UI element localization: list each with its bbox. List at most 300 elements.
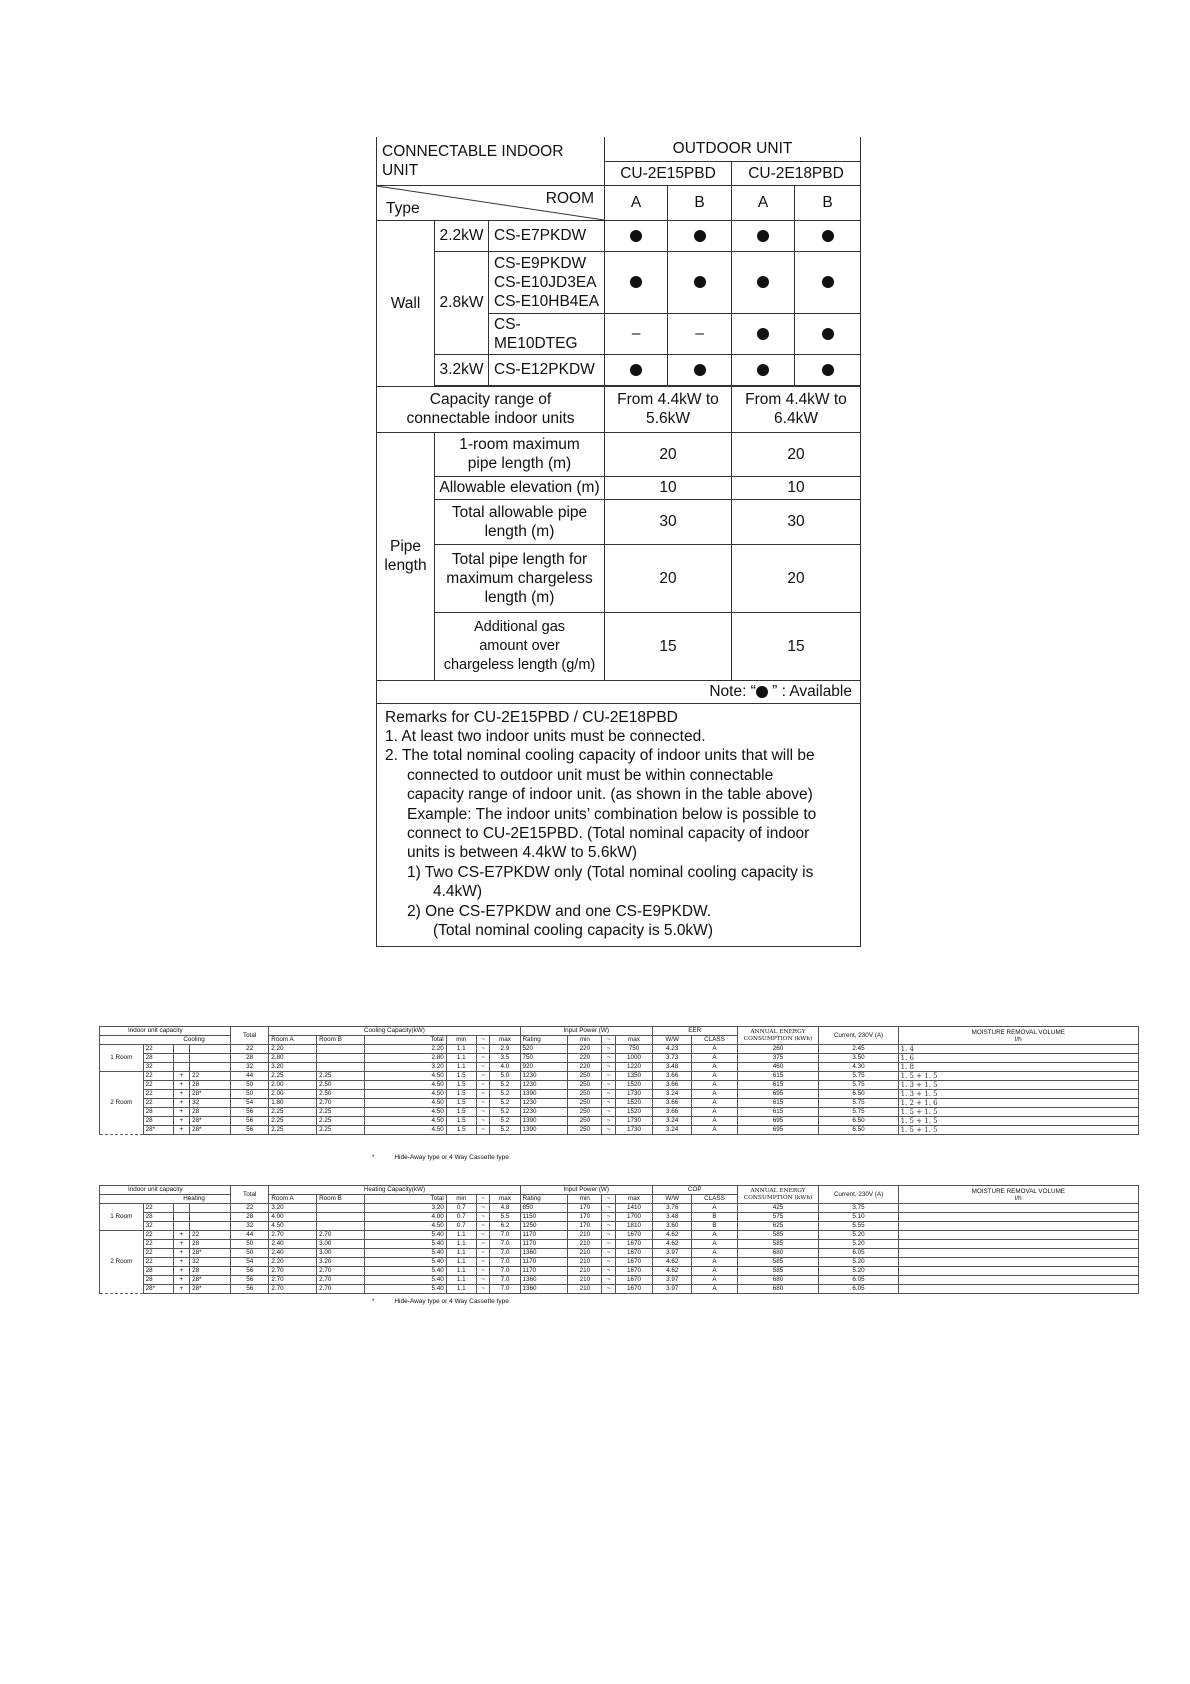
class-value: A [692,1045,737,1054]
input-tilde: ~ [602,1090,616,1099]
room-b-capacity: 2.70 [317,1285,365,1294]
input-min: 250 [568,1081,602,1090]
unit-b: 28 [190,1108,231,1117]
heating-performance-table [99,1185,1139,1294]
total-value: 56 [231,1126,269,1135]
moisture-value [898,1267,1138,1276]
input-max: 1350 [616,1072,653,1081]
input-min: 210 [568,1285,602,1294]
annual-energy-value: 695 [737,1117,819,1126]
current-value: 5.75 [819,1099,898,1108]
moisture-value [898,1240,1138,1249]
room-a-capacity: 2.70 [269,1267,317,1276]
current-value: 2.45 [819,1045,898,1054]
filled-circle-icon [630,230,642,242]
capacity-tilde: ~ [476,1090,490,1099]
annual-energy-value: 260 [737,1045,819,1054]
annual-energy-value: 680 [737,1276,819,1285]
capacity-tilde: ~ [476,1117,490,1126]
input-power-header: Input Power (W) [520,1027,652,1036]
capacity-tilde: ~ [476,1249,490,1258]
cooling-footnote [372,1154,509,1161]
moisture-value [898,1249,1138,1258]
input-tilde: ~ [602,1081,616,1090]
input-min: 250 [568,1126,602,1135]
pipe-value: 30 [732,499,861,544]
ww-value: 3.66 [652,1108,692,1117]
capacity-total: 4.50 [364,1099,446,1108]
unit-b [190,1063,231,1072]
cap-total-header: Total [364,1195,446,1204]
rating-header: Rating [520,1036,568,1045]
pipe-value: 10 [732,476,861,499]
input-min: 250 [568,1117,602,1126]
input-min: 250 [568,1090,602,1099]
ww-value: 3.24 [652,1126,692,1135]
remark-line: 1. At least two indoor units must be connected. [385,727,706,745]
pipe-row-label-line: amount over [479,637,560,654]
current-value: 5.20 [819,1231,898,1240]
input-tilde: ~ [602,1108,616,1117]
input-min: 220 [568,1045,602,1054]
capacity-total: 5.40 [364,1285,446,1294]
input-rating: 1170 [520,1258,568,1267]
unit-b: 28 [190,1081,231,1090]
capacity-max: 3.5 [490,1054,520,1063]
pipe-value: 15 [732,612,861,680]
pipe-row-label-line: length (m) [484,522,555,540]
capacity-max: 7.0 [490,1240,520,1249]
capacity-total: 2.80 [364,1054,446,1063]
input-tilde: ~ [602,1126,616,1135]
room-a-capacity: 2.70 [269,1231,317,1240]
capacity-min: 1.5 [446,1108,476,1117]
moisture-header-line: MOISTURE REMOVAL VOLUME [971,1187,1066,1195]
capacity-max: 6.2 [490,1222,520,1231]
input-rating: 1250 [520,1222,568,1231]
remark-line: connected to outdoor unit must be within connectable [407,766,774,784]
current-value: 6.05 [819,1285,898,1294]
input-max: 1670 [616,1267,653,1276]
total-value: 56 [231,1276,269,1285]
capacity-range-label [377,386,605,432]
input-power-header: Input Power (W) [520,1186,652,1195]
capacity-max: 5.2 [490,1081,520,1090]
model-header-18: CU-2E18PBD [732,161,861,185]
capacity-max: 7.0 [490,1249,520,1258]
room-a-capacity: 2.80 [269,1054,317,1063]
pipe-row-label-line: Additional gas [473,618,566,635]
availability-mark [732,354,795,385]
model-me10dteg: CS-ME10DTEG [489,313,605,354]
capacity-min: 1.5 [446,1072,476,1081]
unit-a: 22 [143,1240,173,1249]
total-value: 28 [231,1054,269,1063]
ww-value: 3.48 [652,1063,692,1072]
one-room-label: 1 Room [100,1045,144,1072]
room-a-header: Room A [269,1036,317,1045]
input-max: 1520 [616,1099,653,1108]
annual-energy-value: 615 [737,1099,819,1108]
remark-line: 1) Two CS-E7PKDW only (Total nominal cooling capacity is [407,863,814,881]
input-max: 1520 [616,1081,653,1090]
capacity-min: 0.7 [446,1213,476,1222]
filled-circle-icon [822,364,834,376]
ww-value: 3.24 [652,1090,692,1099]
capacity-total: 4.50 [364,1108,446,1117]
ww-value: 4.23 [652,1045,692,1054]
pipe-value: 30 [605,499,732,544]
unit-a: 28 [143,1117,173,1126]
unit-b: 28* [190,1249,231,1258]
capacity-min: 1.5 [446,1090,476,1099]
annual-energy-value: 585 [737,1240,819,1249]
total-value: 56 [231,1108,269,1117]
pipe-row-label-line: Total allowable pipe [451,503,588,521]
one-room-label: 1 Room [100,1204,144,1231]
table-row [100,1072,1139,1081]
table-row [100,1090,1139,1099]
availability-mark [668,251,732,313]
total-value: 50 [231,1240,269,1249]
capacity-tilde: ~ [476,1126,490,1135]
capacity-max: 7.0 [490,1258,520,1267]
availability-mark [605,354,668,385]
room-b-capacity: 2.25 [317,1117,365,1126]
capacity-range-line: 5.6kW [646,410,690,427]
filled-circle-icon [630,364,642,376]
input-rating: 1170 [520,1231,568,1240]
input-tilde: ~ [602,1063,616,1072]
availability-mark [795,354,861,385]
footnote-star: * [372,1154,375,1161]
ww-value: 3.66 [652,1099,692,1108]
capacity-tilde: ~ [476,1054,490,1063]
unit-a: 28 [143,1276,173,1285]
input-max: 1810 [616,1222,653,1231]
model-e10hb4ea: CS-E10HB4EA [494,292,600,310]
input-min: 220 [568,1063,602,1072]
footnote-text: Hide-Away type or 4 Way Cassette type [394,1154,509,1161]
class-value: A [692,1249,737,1258]
input-max: 1670 [616,1249,653,1258]
capacity-min: 1.1 [446,1231,476,1240]
capacity-max: 4.8 [490,1204,520,1213]
table-row [100,1054,1139,1063]
room-b-capacity: 2.70 [317,1099,365,1108]
pipe-label-line: Pipe [389,538,422,555]
capacity-total: 4.50 [364,1072,446,1081]
input-min: 210 [568,1267,602,1276]
capacity-max: 5.0 [490,1072,520,1081]
input-max: 750 [616,1045,653,1054]
note-prefix: Note: “ [709,683,756,700]
room-b-capacity: 2.70 [317,1276,365,1285]
plus-sign: + [173,1240,189,1249]
room-type-header [377,185,605,220]
capacity-range-15 [605,386,732,432]
room-a-capacity: 3.20 [269,1063,317,1072]
footnote-star: * [372,1298,375,1305]
capacity-max: 5.2 [490,1117,520,1126]
capacity-3-2: 3.2kW [435,354,489,385]
availability-note [377,680,861,703]
input-max: 1700 [616,1213,653,1222]
unit-b [190,1204,231,1213]
unit-b: 28 [190,1240,231,1249]
input-min: 170 [568,1213,602,1222]
table-row [100,1249,1139,1258]
plus-sign: + [173,1081,189,1090]
current-value: 5.75 [819,1108,898,1117]
capacity-max: 4.0 [490,1063,520,1072]
connectable-indoor-unit-table [376,137,861,947]
table-row [100,1258,1139,1267]
input-tilde: ~ [602,1276,616,1285]
capacity-tilde: ~ [476,1285,490,1294]
class-value: A [692,1054,737,1063]
capacity-max: 7.0 [490,1276,520,1285]
room-b-capacity: 2.50 [317,1090,365,1099]
input-tilde: ~ [602,1213,616,1222]
cap-max-header: max [490,1195,520,1204]
room-b-capacity: 2.25 [317,1126,365,1135]
table-row [100,1126,1139,1135]
class-value: A [692,1276,737,1285]
unit-b: 28* [190,1285,231,1294]
capacity-tilde: ~ [476,1081,490,1090]
ww-value: 3.97 [652,1276,692,1285]
filled-circle-icon [822,230,834,242]
capacity-min: 0.7 [446,1222,476,1231]
plus-sign: + [173,1099,189,1108]
unit-a: 32 [143,1063,173,1072]
room-b-capacity: 2.70 [317,1267,365,1276]
input-rating: 1170 [520,1267,568,1276]
room-b-capacity [317,1045,365,1054]
total-value: 32 [231,1222,269,1231]
room-a-18: A [732,185,795,220]
capacity-total: 4.50 [364,1081,446,1090]
table-row [100,1276,1139,1285]
class-value: B [692,1222,737,1231]
cap-max-header: max [490,1036,520,1045]
class-value: A [692,1285,737,1294]
plus-sign: + [173,1276,189,1285]
moisture-value [898,1276,1138,1285]
plus-sign [173,1204,189,1213]
input-min: 210 [568,1258,602,1267]
model-group-2-8 [489,251,605,313]
table-row [100,1267,1139,1276]
input-max: 1670 [616,1240,653,1249]
connectable-indoor-unit-header: CONNECTABLE INDOOR UNIT [377,137,605,185]
indoor-capacity-header: Indoor unit capacity [100,1186,231,1195]
current-value: 6.05 [819,1249,898,1258]
ww-header: W/W [652,1036,692,1045]
capacity-tilde: ~ [476,1258,490,1267]
plus-sign: + [173,1231,189,1240]
moisture-removal-header [898,1186,1138,1204]
input-max: 1730 [616,1117,653,1126]
capacity-max: 5.2 [490,1108,520,1117]
remark-line: units is between 4.4kW to 5.6kW) [407,844,638,862]
pipe-row-label-line: pipe length (m) [467,455,572,472]
annual-energy-value: 625 [737,1222,819,1231]
input-tilde: ~ [602,1045,616,1054]
remark-line: Example: The indoor units’ combination below is possible to [407,805,817,823]
capacity-min: 1.5 [446,1099,476,1108]
heating-footnote [372,1298,509,1305]
capacity-min: 1.1 [446,1045,476,1054]
unit-b [190,1213,231,1222]
filled-circle-icon [822,276,834,288]
current-value: 5.20 [819,1267,898,1276]
moisture-header-line: l/h [1014,1194,1022,1202]
availability-mark [668,220,732,251]
room-b-capacity [317,1213,365,1222]
total-value: 54 [231,1258,269,1267]
input-tilde: ~ [602,1231,616,1240]
room-b-capacity: 3.00 [317,1249,365,1258]
capacity-tilde: ~ [476,1267,490,1276]
input-rating: 750 [520,1054,568,1063]
capacity-max: 5.5 [490,1213,520,1222]
room-b-capacity [317,1222,365,1231]
input-max: 1220 [616,1063,653,1072]
capacity-max: 7.0 [490,1231,520,1240]
availability-mark [732,251,795,313]
input-min: 210 [568,1276,602,1285]
input-min: 210 [568,1231,602,1240]
model-e9pkdw: CS-E9PKDW [494,254,587,272]
total-value: 54 [231,1099,269,1108]
type-label: Type [386,199,420,217]
moisture-header-line: l/h [1014,1035,1022,1043]
room-a-capacity: 2.20 [269,1258,317,1267]
room-b-capacity: 2.70 [317,1231,365,1240]
room-a-capacity: 2.70 [269,1285,317,1294]
annual-energy-line: ANNUAL ENERGY [750,1187,806,1194]
remark-line: (Total nominal cooling capacity is 5.0kW) [433,921,713,939]
cooling-performance-table [99,1026,1139,1135]
input-max-header: max [616,1195,653,1204]
efficiency-header: EER [652,1027,737,1036]
room-b-capacity: 3.20 [317,1258,365,1267]
capacity-min: 1.5 [446,1081,476,1090]
filled-circle-icon [756,686,768,698]
table-row [100,1222,1139,1231]
filled-circle-icon [822,328,834,340]
input-rating: 1230 [520,1072,568,1081]
unit-b [190,1222,231,1231]
capacity-total: 5.40 [364,1276,446,1285]
input-rating: 1360 [520,1285,568,1294]
capacity-tilde: ~ [476,1072,490,1081]
remarks-block [377,703,861,947]
capacity-total: 5.40 [364,1231,446,1240]
outdoor-unit-header: OUTDOOR UNIT [605,137,861,161]
annual-energy-line: CONSUMPTION (kWh) [743,1194,813,1201]
moisture-value: 1. 3 + 1. 5 [898,1081,1138,1090]
class-value: A [692,1081,737,1090]
input-rating: 1150 [520,1213,568,1222]
plus-sign [173,1054,189,1063]
room-b-15: B [668,185,732,220]
input-min-header: min [568,1195,602,1204]
efficiency-header: COP [652,1186,737,1195]
capacity-total: 5.40 [364,1258,446,1267]
capacity-tilde: ~ [476,1231,490,1240]
input-tilde-header: ~ [602,1036,616,1045]
capacity-min: 1.1 [446,1258,476,1267]
remark-line: 4.4kW) [433,883,483,901]
ww-value: 4.62 [652,1240,692,1249]
moisture-removal-header [898,1027,1138,1045]
annual-energy-line: CONSUMPTION (kWh) [743,1035,813,1042]
availability-mark [668,354,732,385]
pipe-value: 20 [732,544,861,612]
cap-tilde-header: ~ [476,1195,490,1204]
plus-sign: + [173,1267,189,1276]
annual-energy-value: 425 [737,1204,819,1213]
input-tilde: ~ [602,1249,616,1258]
room-a-capacity: 2.70 [269,1276,317,1285]
capacity-tilde: ~ [476,1240,490,1249]
room-a-capacity: 2.40 [269,1249,317,1258]
capacity-tilde: ~ [476,1099,490,1108]
note-suffix: ” : Available [767,683,852,700]
pipe-row-label-line: length (m) [484,588,555,606]
class-header: CLASS [692,1036,737,1045]
input-tilde: ~ [602,1099,616,1108]
input-max: 1520 [616,1108,653,1117]
room-label: ROOM [545,189,594,207]
input-max: 1730 [616,1090,653,1099]
table-row [100,1213,1139,1222]
input-rating: 520 [520,1045,568,1054]
current-value: 3.75 [819,1204,898,1213]
unit-a: 22 [143,1045,173,1054]
current-value: 5.55 [819,1222,898,1231]
moisture-value: 1. 4 [898,1045,1138,1054]
capacity-tilde: ~ [476,1063,490,1072]
capacity-max: 7.0 [490,1285,520,1294]
room-b-capacity: 2.25 [317,1108,365,1117]
pipe-row-label-line: 1-room maximum [459,436,580,453]
input-min: 220 [568,1054,602,1063]
input-tilde: ~ [602,1267,616,1276]
capacity-2-8: 2.8kW [435,251,489,354]
ww-value: 3.60 [652,1222,692,1231]
current-value: 5.75 [819,1081,898,1090]
capacity-tilde: ~ [476,1276,490,1285]
cap-min-header: min [446,1195,476,1204]
capacity-total: 4.00 [364,1213,446,1222]
capacity-tilde: ~ [476,1222,490,1231]
capacity-min: 1.1 [446,1267,476,1276]
input-max: 1000 [616,1054,653,1063]
room-a-capacity: 2.25 [269,1117,317,1126]
table-row [100,1117,1139,1126]
current-header: Current, 230V (A) [819,1027,898,1045]
ww-value: 3.73 [652,1054,692,1063]
input-min: 250 [568,1108,602,1117]
filled-circle-icon [694,230,706,242]
room-b-header: Room B [317,1036,365,1045]
filled-circle-icon [630,276,642,288]
capacity-min: 1.1 [446,1276,476,1285]
